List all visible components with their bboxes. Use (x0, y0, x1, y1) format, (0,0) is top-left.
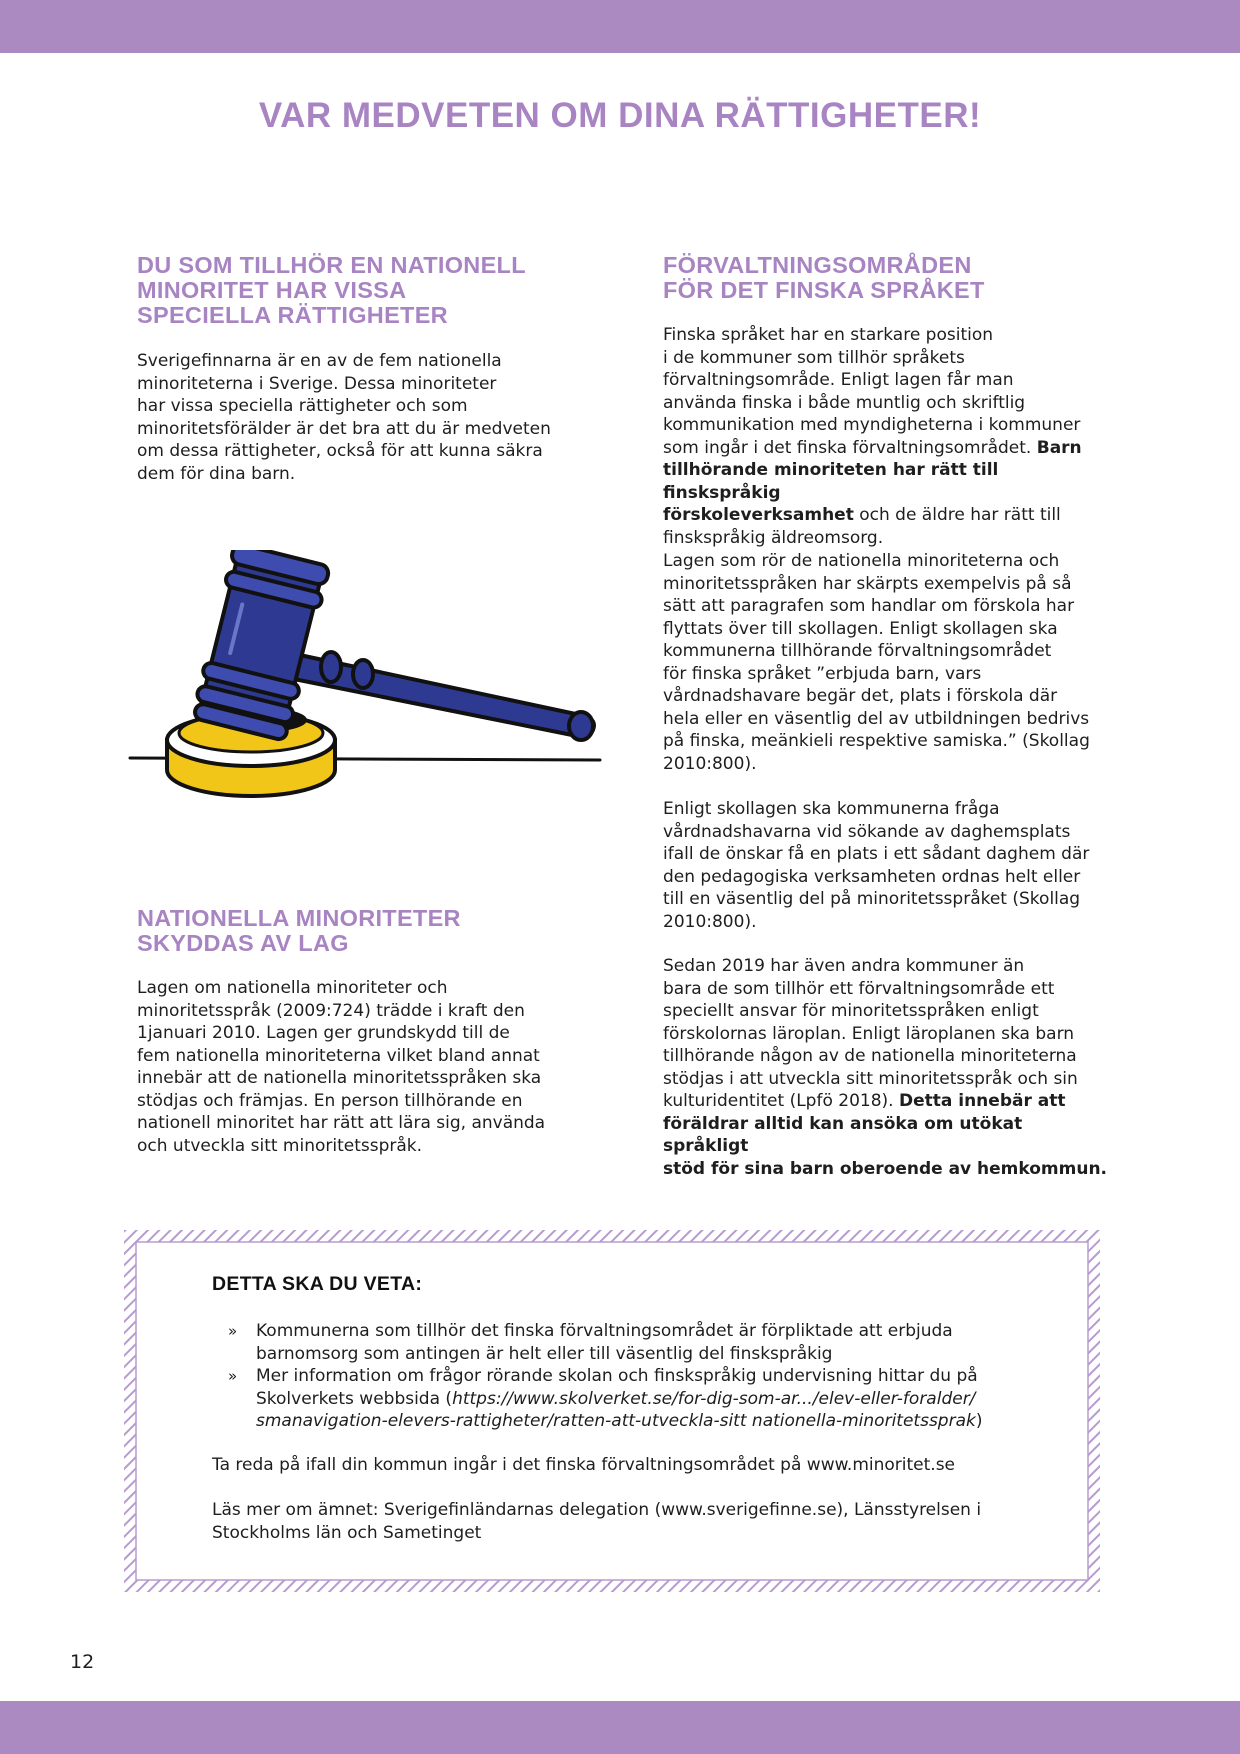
bullet-icon: » (228, 1367, 238, 1385)
paragraph-finnish-position (663, 324, 1108, 549)
top-color-band (0, 0, 1240, 53)
paragraph-text: Finska språket har en starkare position i de kommuner som tillhör språkets förvaltningsområde. Enligt lagen får man använda finska i både muntlig och skriftlig kommunikation med myndigheterna i kommuner som ingår i det finska förvaltningsområdet. (663, 325, 1081, 458)
list-item-text: Kommunerna som tillhör det finska förvaltningsområdet är förpliktade att erbjuda barnomsorg som antingen är helt eller till väsentlig del finskspråkig (256, 1321, 953, 1364)
paragraph-bold-text: Detta innebär att föräldrar alltid kan ansöka om utökat språkligt stöd för sina barn oberoende av hemkommun. (663, 1091, 1108, 1179)
paragraph-text: Sedan 2019 har även andra kommuner än bara de som tillhör ett förvaltningsområde ett speciellt ansvar för minoritetsspråken enligt förskolornas läroplan. Enligt läroplanen ska barn tillhörande någon av de nationella minoriteterna stödjas i att utveckla sitt minoritetsspråk och sin kulturidentitet (Lpfö 2018). (663, 956, 1078, 1111)
paragraph-text: och de äldre har rätt till finskspråkig äldreomsorg. (663, 505, 1061, 548)
info-paragraph-minoritet: Ta reda på ifall din kommun ingår i det finska förvaltningsområdet på www.minoritet.se (212, 1455, 956, 1475)
page-number: 12 (70, 1651, 95, 1673)
info-paragraph-read-more: Läs mer om ämnet: Sverigefinländarnas delegation (www.sverigefinne.se), Länsstyrelsen i Stockholms län och Sametinget (212, 1500, 982, 1543)
info-box-title: DETTA SKA DU VETA: (212, 1273, 423, 1295)
list-item (228, 1365, 1048, 1433)
section-heading-law: NATIONELLA MINORITETER SKYDDAS AV LAG (137, 905, 461, 956)
bottom-color-band (0, 1701, 1240, 1754)
paragraph-curriculum (663, 955, 1108, 1180)
page-title: VAR MEDVETEN OM DINA RÄTTIGHETER! (258, 96, 982, 135)
section-text-rights: Sverigefinnarna är en av de fem nationella minoriteterna i Sverige. Dessa minoriteter har vissa speciella rättigheter och som minoritetsförälder är det bra att du är medveten om dessa rättigheter, också för att kunna säkra dem för dina barn. (137, 351, 551, 484)
skolverket-link[interactable]: https://www.skolverket.se/for-dig-som-ar.../elev-eller-foralder/ smanavigation-elevers-rattigheter/ratten-att-utveckla-sitt nationella-minoritetssprak (256, 1388, 976, 1431)
list-item-text: ) (975, 1411, 983, 1431)
list-item (228, 1320, 1048, 1365)
paragraph-daycare-request: Enligt skollagen ska kommunerna fråga vårdnadshavarna vid sökande av daghemsplats ifall de önskar få en plats i ett sådant daghem där den pedagogiska verksamheten ordnas helt eller till en väsentlig del på minoritetsspråket (Skollag 2010:800). (663, 799, 1090, 932)
list-item-text: Mer information om frågor rörande skolan och finskspråkig undervisning hittar du på Skolverkets webbsida ( (256, 1366, 978, 1409)
bullet-icon: » (228, 1322, 238, 1340)
info-box (124, 1230, 1100, 1592)
section-heading-finnish-area: FÖRVALTNINGSOMRÅDEN FÖR DET FINSKA SPRÅKET (663, 252, 985, 303)
gavel-icon (125, 550, 605, 810)
section-text-law: Lagen om nationella minoriteter och minoritetsspråk (2009:724) trädde i kraft den 1januari 2010. Lagen ger grundskydd till de fem nationella minoriteterna vilket bland annat innebär att de nationella minoritetsspråken ska stödjas och främjas. En person tillhörande en nationell minoritet har rätt att lära sig, använda och utveckla sitt minoritetsspråk. (137, 978, 546, 1156)
section-heading-rights: DU SOM TILLHÖR EN NATIONELL MINORITET HAR VISSA SPECIELLA RÄTTIGHETER (137, 252, 526, 328)
paragraph-law-sharpened: Lagen som rör de nationella minoriteterna och minoritetsspråken har skärpts exempelvis på så sätt att paragrafen som handlar om förskola har flyttats över till skollagen. Enligt skollagen ska kommunerna tillhörande förvaltningsområdet för finska språket ”erbjuda barn, vars vårdnadshavare begär det, plats i förskola där hela eller en väsentlig del av utbildningen bedrivs på finska, meänkieli respektive samiska.” (Skollag 2010:800). (663, 551, 1090, 774)
info-list (228, 1320, 1048, 1433)
paragraph-bold-text: Barn tillhörande minoriteten har rätt till finskspråkig förskoleverksamhet (663, 437, 1082, 525)
